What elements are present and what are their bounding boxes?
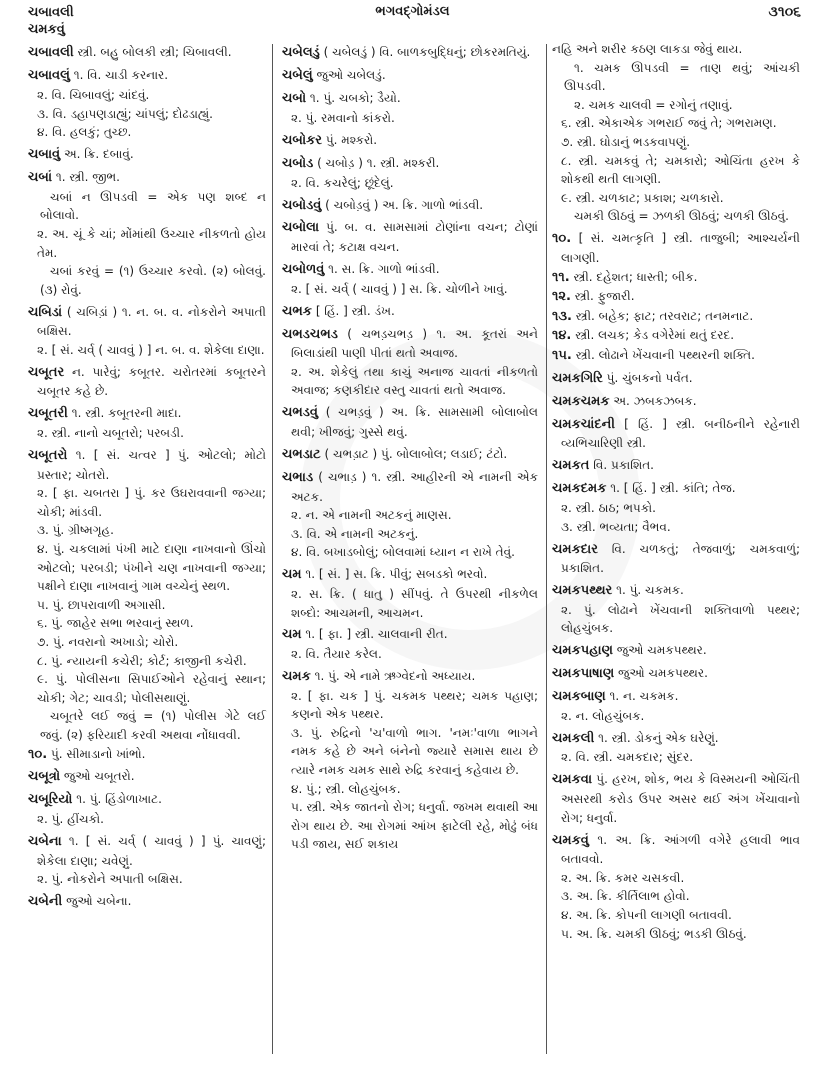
definition-text: ૧. [ ફા. ] સ્ત્રી. ચાલવાની રીત.: [305, 627, 448, 642]
phrase: [28, 707, 266, 744]
definition-text: ૧. વિ. ચાડી કરનાર.: [73, 68, 169, 83]
definition-text: ( ચભડ઼ાટ ) પું. બોલાબોલ; લડાઈ; ટંટો.: [324, 446, 508, 461]
headword: ચબેલડું: [282, 45, 320, 61]
dictionary-entry: [282, 445, 538, 465]
headword: ચબાવું: [28, 147, 61, 163]
dictionary-entry: [282, 565, 538, 585]
definition-text: સ્ત્રી. દહેશત; ધાસ્તી; બીક.: [573, 269, 698, 284]
definition-text: ૨. સ્ત્રી. નાનો ચબૂતરો; પરબડી.: [37, 426, 184, 441]
definition-text: સ્ત્રી. બહેક; ફાટ; તરવરાટ; તનમનાટ.: [575, 308, 754, 323]
dictionary-entry: [552, 456, 800, 476]
sense: [282, 174, 538, 193]
dictionary-entry: [28, 892, 266, 912]
dictionary-entry: [282, 89, 538, 109]
definition-text: ( ચબોડ઼વું ) અ. ક્રિ. ગાળો ભાંડવી.: [325, 197, 484, 212]
dictionary-entry: [282, 218, 538, 256]
headword: ચબોડ: [282, 155, 314, 171]
definition-text: [ સં. ચમત્કૃતિ ] સ્ત્રી. તાજુબી; આશ્ચર્યની લાગણી.: [561, 231, 800, 265]
definition-text: ( ચબેલડું ) વિ. બાળકબુદ્ધિનું; છોકરમતિયું.: [323, 45, 531, 60]
sense: [552, 114, 800, 133]
headword: ૧૦.: [552, 231, 572, 247]
sense: [28, 870, 266, 889]
definition-text: ૧. અ. ક્રિ. આંગળી વગેરે હલાવી ભાવ બતાવવો.: [561, 832, 800, 867]
definition-text: ૨. [ સં. ચર્વ્ ( ચાવવું ) ] ન. બ. વ. શેકેલા દાણા.: [37, 342, 265, 357]
definition-text: ( ચભાડ઼ ) ૧. સ્ત્રી. આહીરની એ નામની એક અટક.: [291, 469, 538, 504]
sense: [28, 105, 266, 124]
definition-text: નહિ અને શરીર કઠણ લાકડા જેવું થાય.: [552, 42, 743, 56]
headword: ચભાડ: [282, 469, 314, 485]
dictionary-entry: [282, 667, 538, 687]
sense: [28, 810, 266, 829]
dictionary-entry: [28, 303, 266, 341]
definition-text: ૨. વિ. ચિબાવલું; ચાંદવું.: [37, 87, 150, 102]
continuation: [552, 326, 800, 346]
dictionary-entry: [552, 581, 800, 601]
dictionary-entry: [28, 404, 266, 424]
definition-text: ૨. પું. હીંચકો.: [37, 812, 104, 827]
sense: [552, 152, 800, 189]
definition-text: ૨. વિ. સ્ત્રી. ચમકદાર; સુંદર.: [561, 750, 694, 765]
headword: ચબાં: [28, 170, 53, 186]
definition-text: ૩. વિ. ડહાપણડાહ્યું; ચાંપલું; દોઢડાહ્યું.: [37, 106, 213, 121]
headword: ચમકબાણ: [552, 689, 606, 705]
headword: ચમકત: [552, 458, 590, 474]
dictionary-entry: [28, 66, 266, 86]
definition-text: ૫. અ. ક્રિ. ચમકી ઊઠવું; ભડકી ઊઠવું.: [561, 926, 747, 941]
headword: ચભડાટ: [282, 446, 321, 462]
definition-text: ૧. પું. હિંડોળાખાટ.: [76, 792, 162, 807]
definition-text: જુઓ ચબેના.: [66, 894, 132, 909]
headword: ચબેના: [28, 834, 62, 850]
definition-text: ૨. [ ફા. ચક ] પું. ચકમક પથ્થર; ચમક પહાણ; કણનો એક પથ્થર.: [291, 688, 538, 722]
phrase: [28, 188, 266, 225]
definition-text: ૧. [ હિં. ] સ્ત્રી. કાંતિ; તેજ.: [610, 481, 736, 496]
definition-text: ૧. સ્ત્રી. કબૂતરની માદા.: [71, 406, 182, 421]
definition-text: જુઓ ચમકપથ્થર.: [618, 666, 708, 681]
sense: [28, 670, 266, 707]
headword: ચબો: [282, 91, 307, 107]
definition-text: ( ચભડ઼વું ) અ. ક્રિ. સામસામી બોલાબોલ થવી; ખીજવું; ગુસ્સે થવું.: [291, 405, 538, 439]
headword: ચમકવું: [552, 832, 589, 848]
definition-text: ( ચબોડ઼ ) ૧. સ્ત્રી. મશ્કરી.: [317, 155, 440, 170]
definition-text: ૩. પું. ગ્રીષ્મગૃહ.: [37, 523, 114, 538]
sense: [28, 633, 266, 652]
headword: ચબાવલી: [28, 45, 74, 61]
headword: ચમકચમક: [552, 393, 610, 409]
sense: [552, 601, 800, 638]
definition-text: સ્ત્રી. ફુજારી.: [574, 289, 635, 304]
definition-text: ૩. અ. ક્રિ. કીર્તિલાભ હોવો.: [561, 889, 690, 904]
dictionary-entry: [552, 540, 800, 578]
definition-text: ૩. પું. રુદ્રિનો 'ચ'વાળો ભાગ. 'નમઃ'વાળા ભાગને નમક કહે છે અને બંનેનો જ્યારે સમાસ થાય છે ત્યારે નમક ચમક સાથે રુદ્રિ કરવાનું કહેવાય છે.: [291, 725, 538, 778]
dictionary-entry: [552, 664, 800, 684]
sense: [282, 506, 538, 525]
book-title: ભગવદ્ગોમંડલ: [375, 4, 450, 19]
definition-text: વિ. પ્રકાશિત.: [593, 458, 654, 473]
dictionary-entry: [552, 831, 800, 869]
sense: [28, 521, 266, 540]
dictionary-entry: [552, 641, 800, 661]
definition-text: ૧. [ સં. ચર્વ્ ( ચાવવું ) ] પું. ચાવણું; શેકેલા દાણા; ચવેણું.: [37, 834, 266, 868]
definition-text: ચબૂતરે લઈ જવું = (૧) પોલીસ ગેટે લઈ જવું. (૨) ફરિયાદી કરવી અથવા નોંધાવવી.: [40, 709, 266, 742]
continuation: [552, 268, 800, 288]
dictionary-entry: [552, 415, 800, 453]
headword: ચમકચાંદની: [552, 416, 616, 432]
last-guide-word: ચમકવું: [28, 22, 65, 37]
definition-text: ૨. વિ. તૈયાર કરેલ.: [291, 647, 382, 662]
headword: ચમકપથ્થર: [552, 583, 613, 599]
sense: [282, 724, 538, 780]
headword: ચભડચભડ: [282, 326, 338, 342]
dictionary-entry: [282, 625, 538, 645]
dictionary-entry: [28, 145, 266, 165]
definition-text: ૨. ન. લોહચુંબક.: [561, 708, 645, 723]
column-divider: [546, 44, 547, 1054]
headword: ૧૪.: [552, 328, 572, 344]
headword: ચમકપાષાણ: [552, 666, 615, 682]
dictionary-entry: [552, 229, 800, 267]
continuation: [552, 40, 800, 59]
headword: ચબૂત્રો: [28, 769, 61, 785]
dictionary-entry: [282, 325, 538, 363]
sense: [282, 798, 538, 854]
headword: ચબોકર: [282, 132, 322, 148]
sense: [28, 596, 266, 615]
sense: [552, 499, 800, 518]
headword: ચબૂતરી: [28, 406, 68, 422]
definition-text: વિ. ચળકતું; તેજવાળું; ચમકવાળું; પ્રકાશિત.: [561, 541, 800, 576]
definition-text: ૪. પું.; સ્ત્રી. લોહચુંબક.: [291, 781, 401, 796]
headword: ૧૩.: [552, 308, 572, 324]
headword: ચબેની: [28, 894, 63, 910]
sense: [552, 707, 800, 726]
sense: [282, 543, 538, 562]
dictionary-entry: [28, 43, 266, 63]
sense: [282, 280, 538, 299]
dictionary-entry: [282, 131, 538, 151]
headword: ચબોલા: [282, 220, 320, 236]
definition-text: જુઓ ચબૂતરો.: [63, 769, 135, 784]
definition-text: ૭. પું. નવરાનો અખાડો; ચોરો.: [37, 634, 179, 649]
definition-text: ૨. પું. રમવાનો કાંકરો.: [291, 110, 395, 125]
dictionary-entry: [282, 43, 538, 63]
headword: ૧૦.: [28, 746, 48, 762]
dictionary-entry: [28, 446, 266, 484]
definition-text: ચમકી ઊઠવું = ઝળકી ઊઠવું; ચળકી ઊઠવું.: [574, 209, 789, 224]
definition-text: ૨. અ. શેકેલું તથા કાચું અનાજ ચાવતાં નીકળતો અવાજ; કણકીદાર વસ્તુ ચાવતાં થતો અવાજ.: [291, 364, 538, 398]
definition-text: જુઓ ચમકપથ્થર.: [616, 643, 707, 658]
dictionary-entry: [28, 790, 266, 810]
headword: ચબૂતરો: [28, 448, 68, 463]
definition-text: ( ચબિડ઼ાં ) ૧. ન. બ. વ. નોકરોને અપાતી બક્ષિસ.: [37, 304, 266, 339]
headword: ચમકદાર: [552, 541, 598, 557]
definition-text: ૯. પું. પોલીસના સિપાઈઓને રહેવાનું સ્થાન; ચોકી; ગેટ; ચાવડી; પોલીસથાણું.: [37, 672, 266, 705]
dictionary-entry: [282, 66, 538, 86]
definition-text: ૧. સ્ત્રી. ડોકનું એક ઘરેણું.: [598, 730, 719, 745]
sense: [28, 484, 266, 521]
definition-text: ૯. સ્ત્રી. ચળકાટ; પ્રકાશ; ચળકારો.: [561, 190, 724, 205]
column-3: [552, 40, 800, 943]
headword: ચબૂતર: [28, 364, 65, 380]
definition-text: ૬. સ્ત્રી. એકાએક ગભરાઈ જવું તે; ગભરામણ.: [561, 116, 777, 131]
dictionary-entry: [552, 729, 800, 749]
definition-text: ૧. પું. એ નામે ઋગ્વેદનો અધ્યાય.: [314, 669, 476, 684]
dictionary-entry: [28, 363, 266, 401]
headword: ચબોડવું: [282, 197, 322, 213]
sense: [28, 652, 266, 671]
definition-text: ૮. સ્ત્રી. ચમકવું તે; ચમકારો; ઓચિંતા હરખ કે શોકથી થતી લાગણી.: [561, 153, 800, 187]
sense: [28, 123, 266, 142]
definition-text: ૨. ન. એ નામની અટકનું માણસ.: [291, 508, 452, 523]
definition-text: [ હિં. ] સ્ત્રી. ડંખ.: [315, 303, 395, 318]
definition-text: પું. હરખ, શોક, ભય કે વિસ્મયની ઓચિંતી અસરથી કરોડ ઉપર અસર થઈ અંગ ખેંચાવાનો રોગ; ધનુર્વા.: [561, 772, 800, 825]
definition-text: ૭. સ્ત્રી. ઘોડાનું ભડકવાપણું.: [561, 134, 691, 149]
headword: ચમકવા: [552, 772, 593, 788]
sense: [28, 225, 266, 262]
headword: ચબેલું: [282, 68, 313, 84]
definition-text: ૨. અ. ચૂં કે ચાં; મોંમાંથી ઉચ્ચાર નીકળતો હોય તેમ.: [37, 226, 266, 260]
page-number: ૩૧૦૬: [768, 4, 801, 20]
definition-text: સ્ત્રી. લચક; કેડ વગેરેમાં થતું દરદ.: [575, 328, 735, 343]
headword: ચમ: [282, 627, 302, 643]
headword: ૧૧.: [552, 269, 570, 285]
definition-text: ૨. [ સં. ચર્વ્ ( ચાવવું ) ] સ. ક્રિ. ચોળીને ખાવું.: [291, 281, 508, 296]
definition-text: ૩. વિ. એ નામની અટકનું.: [291, 526, 419, 541]
headword: ચમક: [282, 669, 311, 685]
sense: [282, 525, 538, 544]
definition-text: ૧. ન. ચકમક.: [609, 689, 679, 704]
column-1: [28, 40, 266, 912]
definition-text: ( ચભડ઼ચભડ઼ ) ૧. અ. કૂતરાં અને બિલાડાંથી પાણી પીતાં થતો અવાજ.: [291, 326, 538, 361]
definition-text: ૨. સ્ત્રી. ઠાઠ; ભપકો.: [561, 501, 656, 515]
headword: ચભક: [282, 303, 312, 319]
definition-text: અ. ક્રિ. દબાવું.: [63, 147, 134, 162]
sense: [552, 133, 800, 152]
definition-text: પું. ચુંબકનો પર્વત.: [606, 370, 693, 385]
sense: [552, 887, 800, 906]
sense: [28, 341, 266, 360]
column-divider: [272, 44, 273, 1054]
definition-text: ૨. [ ફા. ચબતરા ] પું. કર ઉઘરાવવાની જગ્યા; ચોકી; માંડવી.: [37, 486, 266, 519]
headword: ચમકદમક: [552, 481, 607, 497]
definition-text: ચબાં કરવું = (૧) ઉચ્ચાર કરવો. (૨) બોલવું. (૩) રોવું.: [40, 264, 266, 297]
dictionary-entry: [282, 468, 538, 506]
sense: [282, 363, 538, 400]
definition-text: ૧. પું. ચબકો; ડૈયો.: [309, 91, 401, 106]
headword: ૧૫.: [552, 347, 572, 363]
dictionary-entry: [28, 168, 266, 188]
dictionary-entry: [28, 832, 266, 870]
definition-text: સ્ત્રી. લોઢાને ખેંચવાની પથ્થરની શક્તિ.: [575, 347, 755, 362]
phrase: [552, 96, 800, 115]
headword: ચમકપહાણ: [552, 643, 613, 659]
definition-text: ૪. વિ. બખાડબોલું; બોલવામાં ધ્યાન ન રાખે તેવું.: [291, 545, 515, 560]
headword: ૧૨.: [552, 289, 571, 305]
sense: [282, 645, 538, 664]
dictionary-entry: [282, 154, 538, 174]
phrase: [28, 262, 266, 299]
dictionary-entry: [282, 260, 538, 280]
definition-text: ૪. પું. ચકલામાં પંખી માટે દાણા નાખવાનો ઊંચો ઓટલો; પરબડી; પંખીને ચણ નાખવાની જગ્યા; પક્ષીને દાણા નાખવાનું ગામ વચ્ચેનું સ્થળ.: [37, 541, 266, 594]
definition-text: પું. મશ્કરો.: [325, 132, 378, 147]
headword: ચબાવલું: [28, 68, 70, 84]
headword: ચબિડાં: [28, 304, 63, 320]
definition-text: ચબાં ન ઊપડવી = એક પણ શબ્દ ન બોલાવો.: [40, 189, 266, 223]
definition-text: ૨. અ. ક્રિ. કમર ચસકવી.: [561, 870, 685, 885]
sense: [28, 424, 266, 443]
sense: [552, 518, 800, 537]
definition-text: ૧. સ. ક્રિ. ગાળો ભાંડવી.: [328, 262, 440, 277]
continuation: [552, 287, 800, 307]
definition-text: પું. બ. વ. સામસામાં ટોણાંના વચન; ટોણાં મારવાં તે; કટાક્ષ વચન.: [291, 220, 538, 255]
dictionary-entry: [552, 479, 800, 499]
sense: [28, 614, 266, 633]
sense: [28, 540, 266, 596]
phrase: [552, 207, 800, 226]
definition-text: ૨. પું. લોઢાને ખેંચવાની શક્તિવાળો પથ્થર; લોહચુંબક.: [561, 602, 800, 636]
sense: [552, 869, 800, 888]
headword: ચમકલી: [552, 730, 595, 746]
definition-text: ૨. પું. નોકરોને અપાતી બક્ષિસ.: [37, 872, 183, 887]
dictionary-entry: [282, 196, 538, 216]
definition-text: ૨. ચમક ચાલવી = રગોનું તણાવું.: [574, 97, 733, 112]
definition-text: પું. સીમાડાનો ખાંભો.: [50, 746, 146, 761]
continuation: [28, 745, 266, 765]
definition-text: ૬. પું. જાહેર સભા ભરવાનું સ્થળ.: [37, 616, 194, 631]
definition-text: ૨. સ. ક્રિ. ( ધાતુ ) સીંપવું. તે ઉપરથી નીકળેલ શબ્દો: આચમની, આચમન.: [291, 586, 538, 620]
phrase: [552, 59, 800, 96]
sense: [282, 585, 538, 622]
headword: ચબોળવું: [282, 262, 325, 278]
sense: [552, 925, 800, 944]
sense: [282, 109, 538, 128]
definition-text: ન. પારેવું; કબૂતર. ચરોતરમાં કબૂતરને ચબૂતર કહે છે.: [37, 364, 266, 399]
sense: [282, 687, 538, 724]
definition-text: ૨. વિ. કચરેલું; છૂંદેલું.: [291, 175, 394, 190]
headword: ચભડવું: [282, 405, 319, 421]
dictionary-entry: [282, 302, 538, 322]
continuation: [552, 346, 800, 366]
definition-text: જુઓ ચબેલડું.: [316, 68, 386, 83]
sense: [28, 86, 266, 105]
dictionary-entry: [552, 392, 800, 412]
definition-text: અ. ઝબકઝબક.: [613, 393, 697, 408]
first-guide-word: ચબાવલી: [28, 5, 74, 20]
column-2: [282, 40, 538, 854]
definition-text: ૫. પું. છાપરાવાળી અગાસી.: [37, 597, 166, 612]
definition-text: ૫. સ્ત્રી. એક જાતનો રોગ; ધનુર્વા. જખમ થવાથી આ રોગ થાય છે. આ રોગમાં આંખ ફાટેલી રહે, મોઢું બંધ પડી જાય, સઈ શકાય: [291, 800, 538, 852]
definition-text: ૧. સ્ત્રી. જીભ.: [55, 170, 120, 185]
sense: [282, 780, 538, 799]
dictionary-entry: [552, 770, 800, 827]
sense: [552, 189, 800, 208]
definition-text: [ હિં. ] સ્ત્રી. બનીઠનીને રહેનારી વ્યભિચારિણી સ્ત્રી.: [561, 416, 800, 451]
definition-text: ૩. સ્ત્રી. ભવ્યતા; વૈભવ.: [561, 519, 671, 534]
dictionary-entry: [552, 687, 800, 707]
sense: [552, 748, 800, 767]
definition-text: ૪. વિ. હલકું; તુચ્છ.: [37, 125, 132, 140]
continuation: [552, 307, 800, 327]
definition-text: ૧. ચમક ઊપડવી = તાણ થવું; આંચકી ઊપડવી.: [564, 60, 800, 94]
definition-text: ૮. પું. ન્યાયની કચેરી; કોર્ટ; કાજીની કચેરી.: [37, 653, 247, 668]
headword: ચમકગિરિ: [552, 370, 603, 386]
definition-text: ૧. [ સં. ] સ. ક્રિ. પીવું; સબડકો ભરવો.: [305, 567, 488, 582]
definition-text: સ્ત્રી. બહુ બોલકી સ્ત્રી; ચિબાવલી.: [77, 45, 232, 60]
sense: [552, 906, 800, 925]
definition-text: ૧. [ સં. ચત્વર ] પું. ઓટલો; મોટો પ્રસ્તાર; ચોતરો.: [37, 448, 266, 482]
dictionary-entry: [282, 403, 538, 441]
headword: ચમ: [282, 567, 302, 583]
definition-text: ૪. અ. ક્રિ. કોપની લાગણી બતાવવી.: [561, 908, 732, 922]
headword: ચબૂરિયો: [28, 792, 73, 808]
definition-text: ૧. પું. ચકમક.: [616, 583, 684, 598]
dictionary-entry: [28, 767, 266, 787]
dictionary-entry: [552, 369, 800, 389]
